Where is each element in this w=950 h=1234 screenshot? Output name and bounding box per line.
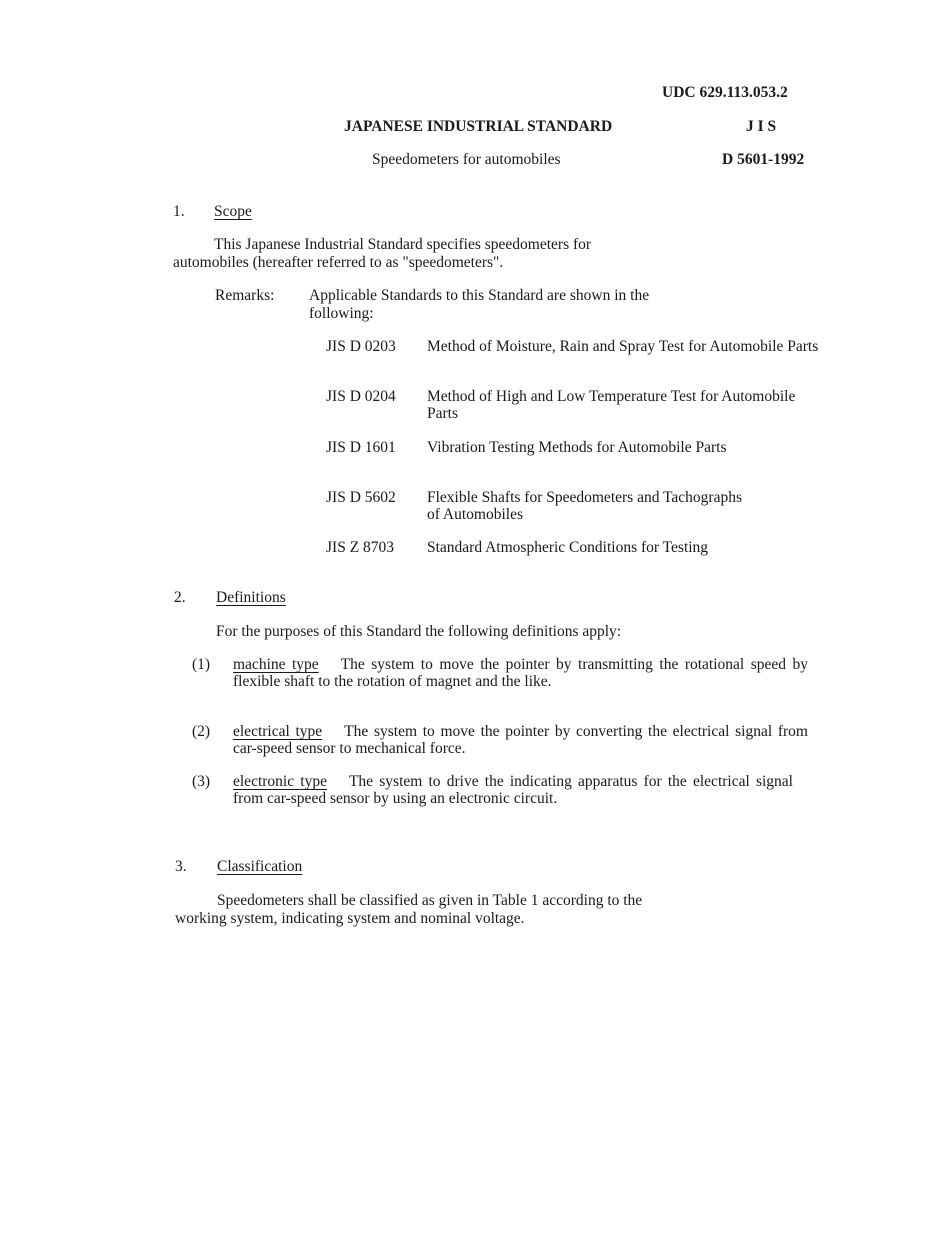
standard-code: JIS D 0204 xyxy=(326,388,396,405)
classification-paragraph-line-2: working system, indicating system and nominal voltage. xyxy=(175,910,525,927)
definition-electrical-type xyxy=(233,723,808,757)
jis-mark: J I S xyxy=(746,118,777,135)
definition-electronic-type xyxy=(233,773,793,807)
section-1-title: Scope xyxy=(214,203,252,220)
definition-number: (1) xyxy=(192,656,211,673)
classification-paragraph-line-1: Speedometers shall be classified as given in Table 1 according to the xyxy=(217,892,643,909)
remarks-text-line-2: following: xyxy=(309,305,374,322)
standard-code: JIS D 1601 xyxy=(326,439,396,456)
standard-code: JIS D 0203 xyxy=(326,338,396,355)
standard-title: Method of Moisture, Rain and Spray Test for Automobile Parts xyxy=(427,338,819,355)
definition-term: electronic type xyxy=(233,773,327,790)
remarks-label: Remarks: xyxy=(215,287,275,304)
section-1-number: 1. xyxy=(173,203,185,220)
definition-term: electrical type xyxy=(233,723,323,740)
definition-term: machine type xyxy=(233,656,319,673)
section-3-title: Classification xyxy=(217,858,303,875)
scope-paragraph-line-2: automobiles (hereafter referred to as "speedometers". xyxy=(173,254,504,271)
standard-code: JIS Z 8703 xyxy=(326,539,395,556)
definition-machine-type xyxy=(233,656,808,690)
remarks-text-line-1: Applicable Standards to this Standard are shown in the xyxy=(309,287,650,304)
standard-organization: JAPANESE INDUSTRIAL STANDARD xyxy=(344,118,613,135)
standard-title: Standard Atmospheric Conditions for Testing xyxy=(427,539,709,556)
standard-number: D 5601-1992 xyxy=(722,151,805,168)
standard-title: Vibration Testing Methods for Automobile Parts xyxy=(427,439,727,456)
definitions-intro: For the purposes of this Standard the following definitions apply: xyxy=(216,623,622,640)
definition-number: (2) xyxy=(192,723,211,740)
scope-paragraph-line-1: This Japanese Industrial Standard specifies speedometers for xyxy=(214,236,592,253)
standard-code: JIS D 5602 xyxy=(326,489,396,506)
standard-title: Flexible Shafts for Speedometers and Tachographs of Automobiles xyxy=(427,489,743,523)
definition-text: The system to drive the indicating apparatus for the electrical signal from car-speed sensor by using an electronic circuit. xyxy=(233,773,793,807)
section-2-title: Definitions xyxy=(216,589,286,606)
definition-number: (3) xyxy=(192,773,211,790)
udc-number: UDC 629.113.053.2 xyxy=(662,84,788,101)
standard-title: Method of High and Low Temperature Test for Automobile Parts xyxy=(427,388,796,422)
definition-text: The system to move the pointer by transmitting the rotational speed by flexible shaft to the rotation of magnet and the like. xyxy=(233,656,808,690)
section-2-number: 2. xyxy=(174,589,186,606)
section-3-number: 3. xyxy=(175,858,187,875)
definition-text: The system to move the pointer by converting the electrical signal from car-speed sensor to mechanical force. xyxy=(233,723,808,757)
standard-subject: Speedometers for automobiles xyxy=(372,151,561,168)
